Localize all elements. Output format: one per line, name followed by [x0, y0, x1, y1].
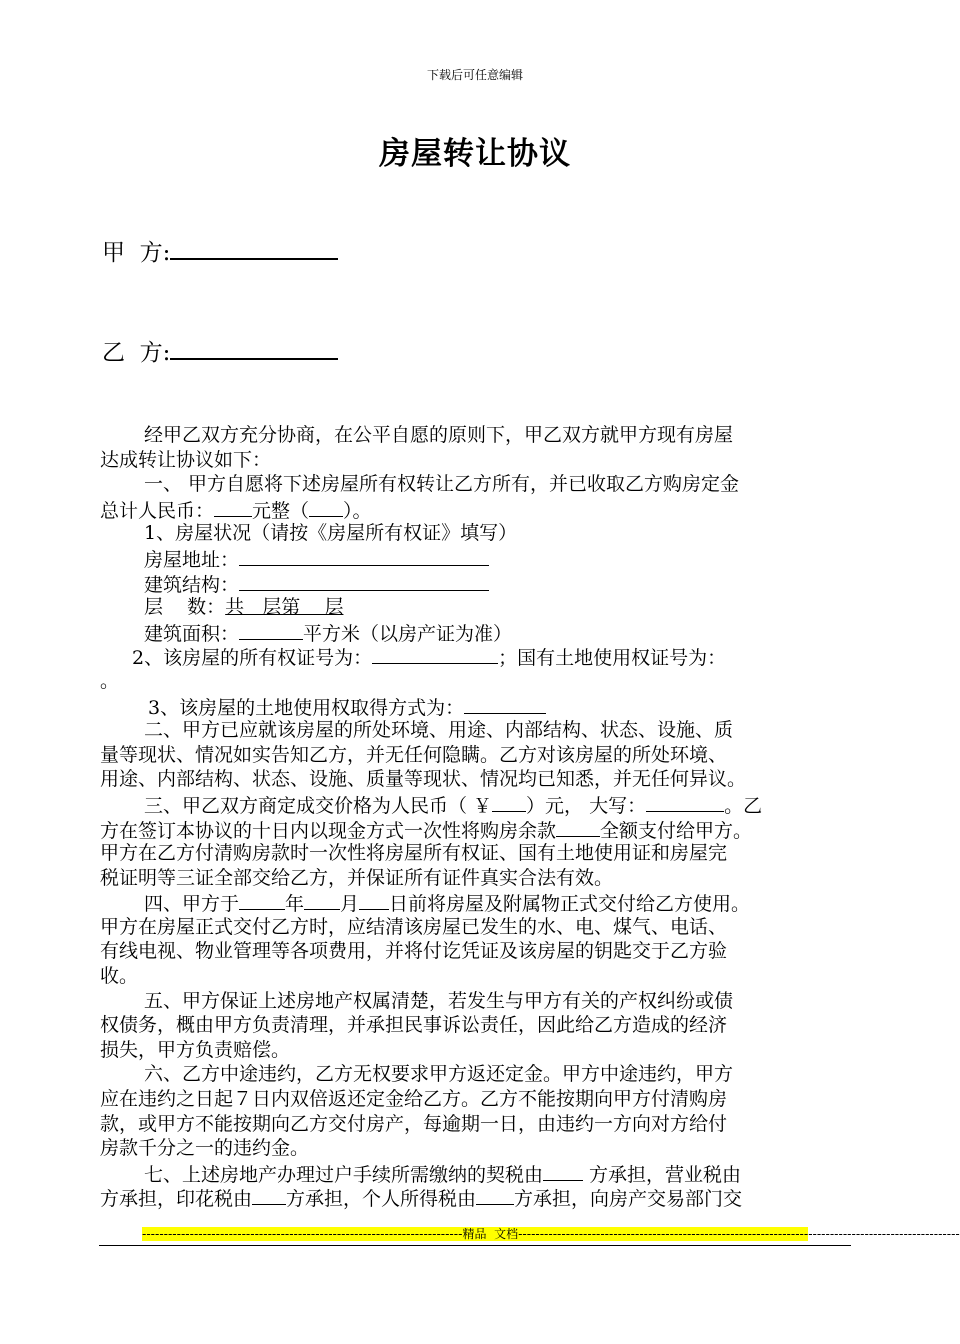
text-line: 1、房屋状况（请按《房屋所有权证》填写） — [144, 522, 518, 545]
text-span: 方在签订本协议的十日内以现金方式一次性将购房余款 — [100, 819, 557, 842]
text-span: 总计人民币： — [100, 499, 215, 522]
text-line — [100, 792, 860, 817]
text-line: 应在违约之日起７日内双倍返还定金给乙方。乙方不能按期向甲方付清购房 — [100, 1088, 728, 1111]
text-span: 全额支付给甲方。 — [600, 819, 753, 842]
text-line: 一、 甲方自愿将下述房屋所有权转让乙方所有，并已收取乙方购房定金 — [144, 473, 740, 496]
text-line: 甲方在乙方付清购房款时一次性将房屋所有权证、国有土地使用证和房屋完 — [100, 842, 728, 865]
price-words-blank[interactable] — [646, 792, 724, 812]
deposit-words-blank[interactable] — [309, 497, 343, 517]
stamp-tax-blank[interactable] — [252, 1185, 286, 1205]
year-blank[interactable] — [239, 890, 285, 910]
party-a-blank[interactable] — [170, 236, 338, 260]
ownership-cert-blank[interactable] — [372, 644, 498, 664]
text-line: 。 — [100, 669, 120, 692]
text-span: ）元， 大写： — [526, 794, 647, 817]
day-blank[interactable] — [359, 890, 389, 910]
text-line: 甲方在房屋正式交付乙方时，应结清该房屋已发生的水、电、煤气、电话、 — [100, 915, 728, 938]
area-blank[interactable] — [239, 620, 303, 640]
price-figure-blank[interactable] — [492, 792, 526, 812]
text-line — [100, 890, 860, 915]
party-b-line — [102, 334, 338, 367]
text-span: 日前将房屋及附属物正式交付给乙方使用。 — [389, 893, 751, 916]
text-span: 2、该房屋的所有权证号为： — [132, 647, 373, 670]
text-span: 四、甲方于 — [144, 893, 240, 916]
income-tax-blank[interactable] — [476, 1185, 514, 1205]
text-line — [100, 546, 860, 571]
text-line: 房款千分之一的违约金。 — [100, 1137, 310, 1160]
text-line — [100, 694, 860, 719]
text-line — [100, 595, 860, 620]
agreement-body — [100, 423, 860, 1210]
text-span: 年 — [285, 893, 305, 916]
text-span: 平方米（以房产证为准） — [303, 622, 513, 645]
text-line: 款，或甲方不能按期向乙方交付房产，每逾期一日，由违约一方向对方给付 — [100, 1112, 728, 1135]
text-span: 房屋地址： — [144, 548, 240, 571]
text-span: 层 数： — [144, 596, 226, 619]
text-span: 。乙 — [724, 794, 763, 817]
text-line: 税证明等三证全部交给乙方，并保证所有证件真实合法有效。 — [100, 866, 614, 889]
address-blank[interactable] — [239, 546, 489, 566]
text-span: 月 — [340, 893, 360, 916]
deed-tax-blank[interactable] — [543, 1161, 583, 1181]
text-span: 3、该房屋的土地使用权取得方式为： — [148, 696, 465, 719]
party-a-line — [102, 234, 338, 267]
text-line — [100, 497, 860, 522]
floors-value[interactable]: 共 层第 层 — [225, 596, 344, 619]
footer-text: 精品 文档 — [462, 1227, 519, 1241]
party-b-label: 乙 方: — [102, 340, 171, 366]
document-title: 房屋转让协议 — [379, 136, 571, 172]
text-line: 损失，甲方负责赔偿。 — [100, 1038, 291, 1061]
text-line: 权债务，概由甲方负责清理，并承担民事诉讼责任，因此给乙方造成的经济 — [100, 1014, 728, 1037]
party-b-blank[interactable] — [170, 336, 338, 360]
text-line: 六、乙方中途违约，乙方无权要求甲方返还定金。甲方中途违约，甲方 — [144, 1063, 734, 1086]
page-header-note: 下载后可任意编辑 — [426, 68, 523, 82]
balance-blank[interactable] — [556, 817, 600, 837]
footer-dashes-right: ------------------------------------------------------------------------------------------------------ — [518, 1227, 960, 1241]
text-line: 二、甲方已应就该房屋的所处环境、用途、内部结构、状态、设施、质 — [144, 719, 734, 742]
text-span: 七、上述房地产办理过户手续所需缴纳的契税由 — [144, 1163, 544, 1186]
text-line: 用途、内部结构、状态、设施、质量等现状、情况均已知悉，并无任何异议。 — [100, 768, 747, 791]
text-span: 建筑结构： — [144, 573, 240, 596]
text-span: 建筑面积： — [144, 622, 240, 645]
footer-rule — [99, 1245, 851, 1246]
text-line: 经甲乙双方充分协商，在公平自愿的原则下，甲乙双方就甲方现有房屋 — [144, 424, 734, 446]
text-line — [100, 644, 860, 669]
text-span: ）。 — [343, 499, 372, 522]
text-line: 五、甲方保证上述房地产权属清楚，若发生与甲方有关的产权纠纷或债 — [144, 989, 734, 1012]
text-span: 方承担，向房产交易部门交 — [514, 1188, 743, 1211]
text-line: 有线电视、物业管理等各项费用，并将付讫凭证及该房屋的钥匙交于乙方验 — [100, 940, 728, 963]
text-line: 量等现状、情况如实告知乙方，并无任何隐瞒。乙方对该房屋的所处环境、 — [100, 743, 728, 766]
text-line — [100, 817, 860, 842]
structure-blank[interactable] — [239, 571, 489, 591]
footer-dashes-left: -------------------------------------------------------------------------- — [142, 1227, 463, 1241]
text-span: 三、甲乙双方商定成交价格为人民币（ ￥ — [144, 794, 493, 817]
text-line: 达成转让协议如下： — [100, 448, 272, 471]
text-line — [100, 571, 860, 596]
text-span: 方承担，个人所得税由 — [286, 1188, 477, 1211]
text-line: 收。 — [100, 965, 139, 988]
text-line — [100, 1185, 860, 1210]
party-a-label: 甲 方: — [102, 240, 171, 266]
month-blank[interactable] — [304, 890, 340, 910]
text-span: 元整（ — [252, 499, 310, 522]
text-span: ；国有土地使用权证号为： — [498, 647, 727, 670]
text-span: 方承担，印花税由 — [100, 1188, 253, 1211]
text-line — [100, 1161, 860, 1186]
land-use-method-blank[interactable] — [464, 694, 546, 714]
text-line — [100, 620, 860, 645]
text-span: 方承担，营业税由 — [583, 1163, 742, 1186]
deposit-amount-blank[interactable] — [214, 497, 252, 517]
footer-banner — [142, 1227, 960, 1241]
